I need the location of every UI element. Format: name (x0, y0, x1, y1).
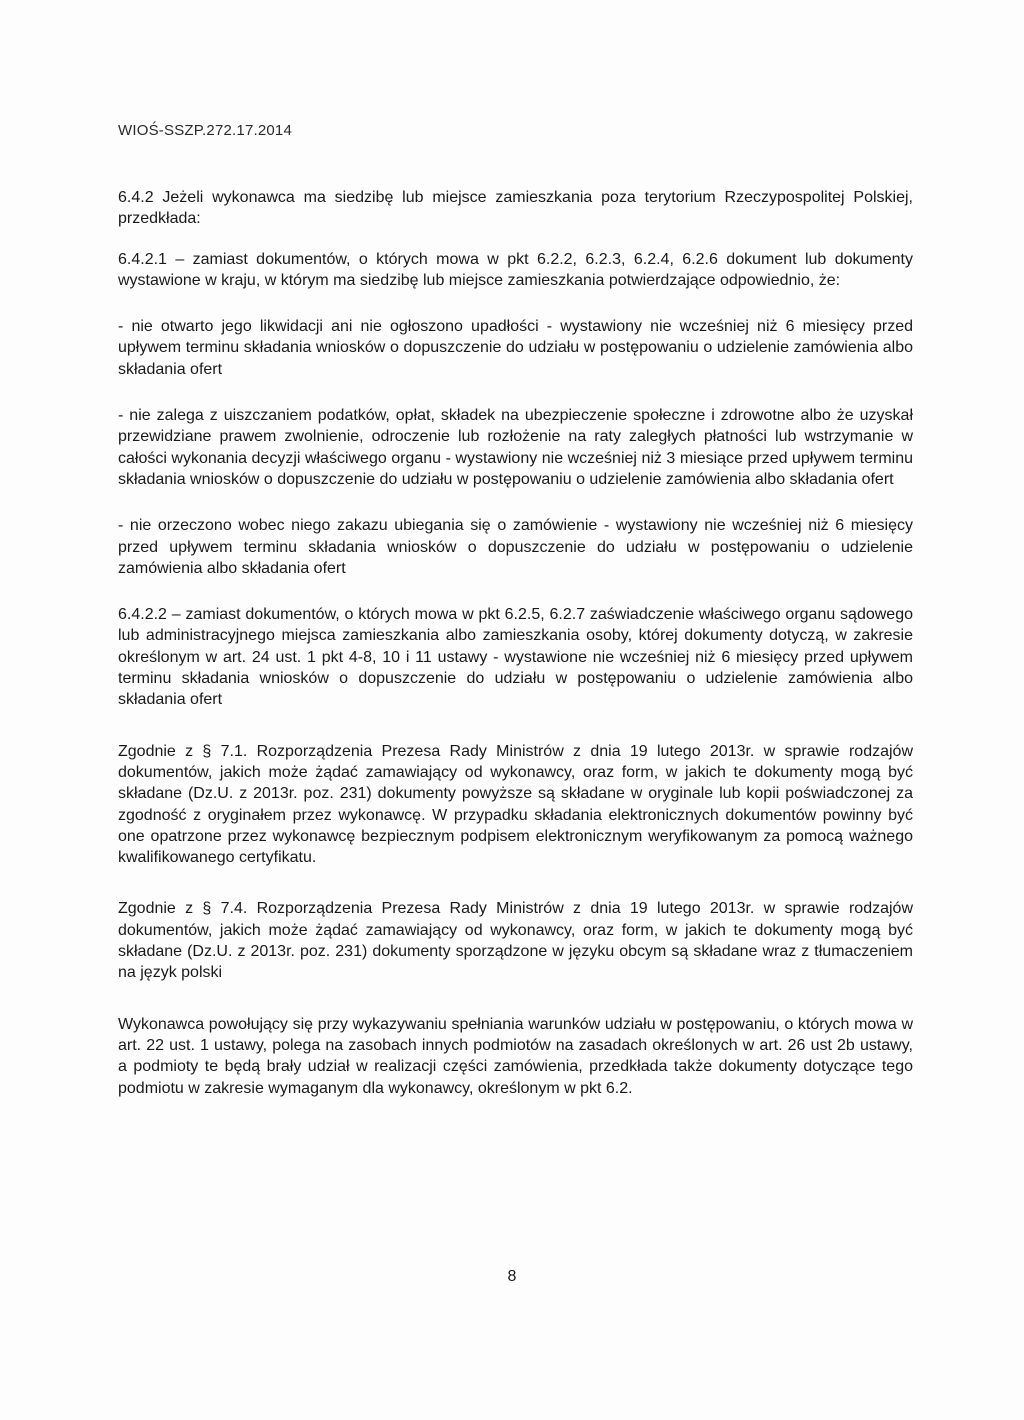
document-body (118, 187, 913, 1099)
paragraph-regulation-7-4: Zgodnie z § 7.4. Rozporządzenia Prezesa Rady Ministrów z dnia 19 lutego 2013r. w sprawie rodzajów dokumentów, jakich może żądać zamawiający od wykonawcy, oraz form, w jakich te dokumenty mogą być składane (Dz.U. z 2013r. poz. 231) dokumenty sporządzone w języku obcym są składane wraz z tłumaczeniem na język polski (118, 900, 913, 982)
paragraph-contractor-resources: Wykonawca powołujący się przy wykazywaniu spełniania warunków udziału w postępowaniu, o których mowa w art. 22 ust. 1 ustawy, polega na zasobach innych podmiotów na zasadach określonych w art. 26 ust 2b ustawy, a podmioty te będą brały udział w realizacji części zamówienia, przedkłada także dokumenty dotyczące tego podmiotu w zakresie wymaganym dla wykonawcy, określonym w pkt 6.2. (118, 1015, 913, 1097)
paragraph-regulation-7-1: Zgodnie z § 7.1. Rozporządzenia Prezesa Rady Ministrów z dnia 19 lutego 2013r. w sprawie rodzajów dokumentów, jakich może żądać zamawiający od wykonawcy, oraz form, w jakich te dokumenty mogą być składane (Dz.U. z 2013r. poz. 231) dokumenty powyższe są składane w oryginale lub kopii poświadczonej za zgodność z oryginałem przez wykonawcę. W przypadku składania elektronicznych dokumentów powinny być one opatrzone przez wykonawcę bezpiecznym podpisem elektronicznym weryfikowanym za pomocą ważnego kwalifikowanego certyfikatu. (118, 742, 913, 867)
paragraph-bullet-ban: - nie orzeczono wobec niego zakazu ubiegania się o zamówienie - wystawiony nie wcześniej niż 6 miesięcy przed upływem terminu składania wniosków o dopuszczenie do udziału w postępowaniu o udzielenie zamówienia albo składania ofert (118, 517, 913, 577)
page-number: 8 (507, 1268, 517, 1285)
paragraph-6-4-2-1: 6.4.2.1 – zamiast dokumentów, o których mowa w pkt 6.2.2, 6.2.3, 6.2.4, 6.2.6 dokument lub dokumenty wystawione w kraju, w którym ma siedzibę lub miejsce zamieszkania potwierdzające odpowiednio, że: (118, 250, 913, 289)
paragraph-bullet-liquidation: - nie otwarto jego likwidacji ani nie ogłoszono upadłości - wystawiony nie wcześniej niż 6 miesięcy przed upływem terminu składania wniosków o dopuszczenie do udziału w postępowaniu o udzielenie zamówienia albo składania ofert (118, 318, 913, 378)
document-reference: WIOŚ-SSZP.272.17.2014 (118, 122, 293, 139)
paragraph-6-4-2-2: 6.4.2.2 – zamiast dokumentów, o których mowa w pkt 6.2.5, 6.2.7 zaświadczenie właściwego organu sądowego lub administracyjnego miejsca zamieszkania albo zamieszkania osoby, której dokumenty dotyczą, w zakresie określonym w art. 24 ust. 1 pkt 4-8, 10 i 11 ustawy - wystawione nie wcześniej niż 6 miesięcy przed upływem terminu składania wniosków o dopuszczenie do udziału w postępowaniu o udzielenie zamówienia albo składania ofert (118, 606, 913, 709)
paragraph-6-4-2: 6.4.2 Jeżeli wykonawca ma siedzibę lub miejsce zamieszkania poza terytorium Rzeczypospolitej Polskiej, przedkłada: (118, 189, 913, 228)
paragraph-bullet-taxes: - nie zalega z uiszczaniem podatków, opłat, składek na ubezpieczenie społeczne i zdrowotne albo że uzyskał przewidziane prawem zwolnienie, odroczenie lub rozłożenie na raty zaległych płatności lub wstrzymanie w całości wykonania decyzji właściwego organu - wystawiony nie wcześniej niż 3 miesiące przed upływem terminu składania wniosków o dopuszczenie do udziału w postępowaniu o udzielenie zamówienia albo składania ofert (118, 407, 913, 488)
